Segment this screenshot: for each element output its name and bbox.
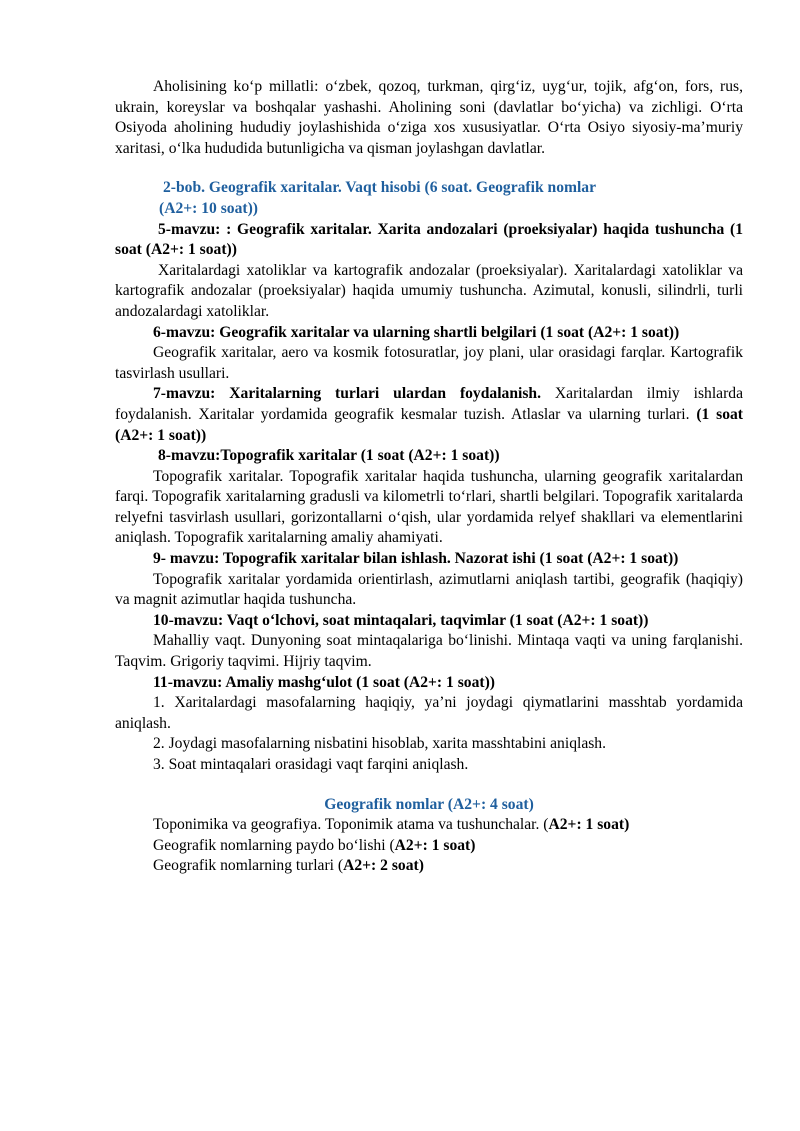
topic-7-body: Xaritalardan ilmiy ishlarda foydalanish. Xaritalar yordamida geografik kesmalar tuzish. Atlaslar va ularning turlari.: [115, 385, 743, 423]
topic-9-heading: 9- mavzu: Topografik xaritalar bilan ishlash. Nazorat ishi (1 soat (A2+: 1 soat)): [153, 550, 679, 568]
chapter-heading-line2: (A2+: 10 soat)): [159, 199, 258, 217]
names-line-3-text: Geografik nomlarning turlari (: [153, 857, 344, 875]
names-line-1-text: Toponimika va geografiya. Toponimik atama va tushunchalar. (: [153, 816, 549, 834]
names-section-title: Geografik nomlar (A2+: 4 soat): [324, 795, 534, 813]
topic-5-heading: 5-mavzu: : Geografik xaritalar. Xarita andozalari (proeksiyalar) haqida tushuncha (1 soat (A2+: 1 soat)): [115, 220, 743, 259]
topic-11-heading: 11-mavzu: Amaliy mashgʻulot (1 soat (A2+: 1 soat)): [153, 673, 495, 691]
topic-9-body: Topografik xaritalar yordamida orientirlash, azimutlarni aniqlash tartibi, geografik (haqiqiy) va magnit azimutlar haqida tushuncha.: [115, 570, 743, 609]
topic-8-body: Topografik xaritalar. Topografik xaritalar haqida tushuncha, ularning geografik xaritalardan farqi. Topografik xaritalarning gradusli va kilometrli toʻrlari, shartli belgilari. Topografik xaritalarda relyefni tasvirlash usullari, gorizontallarni oʻqish, ular yordamida relyef shakllari va elementlarini aniqlash. Topografik xaritalarning amaliy ahamiyati.: [115, 467, 743, 547]
topic-7-paragraph: [115, 384, 743, 446]
names-line-1: [115, 815, 743, 836]
names-line-2-text: Geografik nomlarning paydo boʻlishi (: [153, 836, 395, 854]
topic-11-item-3: 3. Soat mintaqalari orasidagi vaqt farqini aniqlash.: [153, 756, 469, 773]
topic-11-item-1: 1. Xaritalardagi masofalarning haqiqiy, yaʼni joydagi qiymatlarini masshtab yordamida aniqlash.: [115, 694, 743, 732]
topic-10-heading: 10-mavzu: Vaqt oʻlchovi, soat mintaqalari, taqvimlar (1 soat (A2+: 1 soat)): [153, 611, 649, 629]
topic-11-item-2: 2. Joydagi masofalarning nisbatini hisoblab, xarita masshtabini aniqlash.: [153, 735, 607, 753]
document-content: [115, 77, 743, 877]
names-line-2: [115, 836, 743, 857]
topic-10-body: Mahalliy vaqt. Dunyoning soat mintaqalariga boʻlinishi. Mintaqa vaqti va uning farqlanishi. Taqvim. Grigoriy taqvimi. Hijriy taqvim.: [115, 632, 743, 671]
chapter-heading-line1: 2-bob. Geografik xaritalar. Vaqt hisobi (6 soat. Geografik nomlar: [163, 179, 597, 197]
topic-5-body: Xaritalardagi xatoliklar va kartografik andozalar (proeksiyalar). Xaritalardagi xatoliklar va kartografik andozalar (proeksiyalar) haqida umumiy tushuncha. Azimutal, konusli, silindrli, turli andozalardagi xatoliklar.: [115, 261, 743, 320]
names-line-3-hours: A2+: 2 soat): [343, 857, 424, 875]
topic-6-heading: 6-mavzu: Geografik xaritalar va ularning shartli belgilari (1 soat (A2+: 1 soat)): [153, 323, 680, 341]
names-line-3: [115, 856, 743, 877]
topic-6-body: Geografik xaritalar, aero va kosmik fotosuratlar, joy plani, ular orasidagi farqlar. Kartografik tasvirlash usullari.: [115, 344, 743, 382]
names-line-2-hours: A2+: 1 soat): [394, 836, 476, 854]
chapter-heading: [115, 178, 743, 219]
topic-7-heading: 7-mavzu: Xaritalarning turlari ulardan foydalanish.: [153, 385, 541, 403]
names-line-1-hours: A2+: 1 soat): [548, 816, 630, 834]
intro-paragraph: Aholisining koʻp millatli: oʻzbek, qozoq, turkman, qirgʻiz, uygʻur, tojik, afgʻon, fors, rus, ukrain, koreyslar va boshqalar yashashi. Aholining soni (davlatlar boʻyicha) va zichligi. Oʻrta Osiyoda aholining hududiy joylashishida oʻziga xos xususiyatlar. Oʻrta Osiyo siyosiy-maʼmuriy xaritasi, oʻlka hududida butunligicha va qisman joylashgan davlatlar.: [115, 78, 743, 157]
topic-8-heading: 8-mavzu:Topografik xaritalar (1 soat (A2+: 1 soat)): [158, 447, 500, 465]
topic-7-hours: (1 soat (A2+: 1 soat)): [115, 405, 743, 444]
